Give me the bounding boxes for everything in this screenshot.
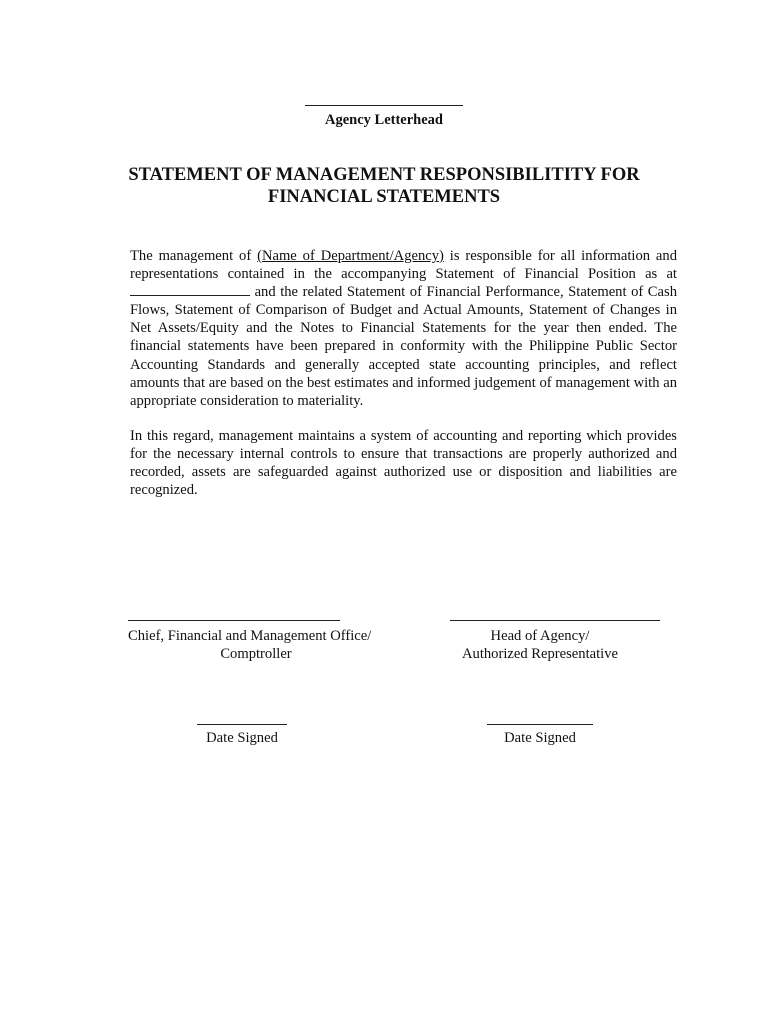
agency-letterhead — [0, 90, 768, 129]
cfo-signature-line — [128, 620, 340, 621]
head-signature-block — [436, 620, 644, 663]
head-date-line — [487, 724, 593, 725]
cfo-date-line — [197, 724, 287, 725]
cfo-date-label: Date Signed — [206, 730, 278, 746]
title-line-1: STATEMENT OF MANAGEMENT RESPONSIBILITITY FOR — [128, 165, 640, 185]
head-date-label: Date Signed — [504, 730, 576, 746]
responsibility-paragraph — [130, 247, 677, 410]
document-title — [100, 164, 668, 208]
paragraph-part-2: and the related Statement of Financial Performance, Statement of Cash Flows, Statement of Comparison of Budget and Actual Amounts, Statement of Changes in Net Assets/Equity and the Notes to Financial Statements for the year then ended. The financial statements have been prepared in conformity with the Philippine Public Sector Accounting Standards and generally accepted state accounting principles, and reflect amounts that are based on the best estimates and informed judgement of management with an appropriate consideration to materiality. — [130, 284, 677, 409]
internal-controls-paragraph: In this regard, management maintains a system of accounting and reporting which provides for the necessary internal controls to ensure that transactions are properly authorized and recorded, assets are safeguarded against authorized use or disposition and liabilities are recognized. — [130, 428, 677, 499]
title-line-2: FINANCIAL STATEMENTS — [267, 187, 501, 207]
cfo-signature-block — [128, 620, 384, 663]
letterhead-blank-line — [305, 105, 463, 106]
head-title-line-2: Authorized Representative — [461, 646, 618, 662]
date-blank-field — [130, 283, 250, 296]
agency-name-placeholder: (Name of Department/Agency) — [257, 248, 444, 264]
head-signature-line — [450, 620, 660, 621]
cfo-title-line-2: Comptroller — [220, 646, 292, 662]
letterhead-label: Agency Letterhead — [325, 112, 443, 128]
paragraph-intro: The management of — [130, 248, 258, 264]
cfo-date-block — [190, 724, 294, 747]
head-title-line-1: Head of Agency/ — [490, 628, 590, 644]
head-date-block — [482, 724, 598, 747]
paragraph-part-1: is responsible for all information and representations contained in the accompanying Statement of Financial Position as at — [130, 248, 678, 283]
cfo-title-line-1: Chief, Financial and Management Office/ — [128, 628, 372, 644]
